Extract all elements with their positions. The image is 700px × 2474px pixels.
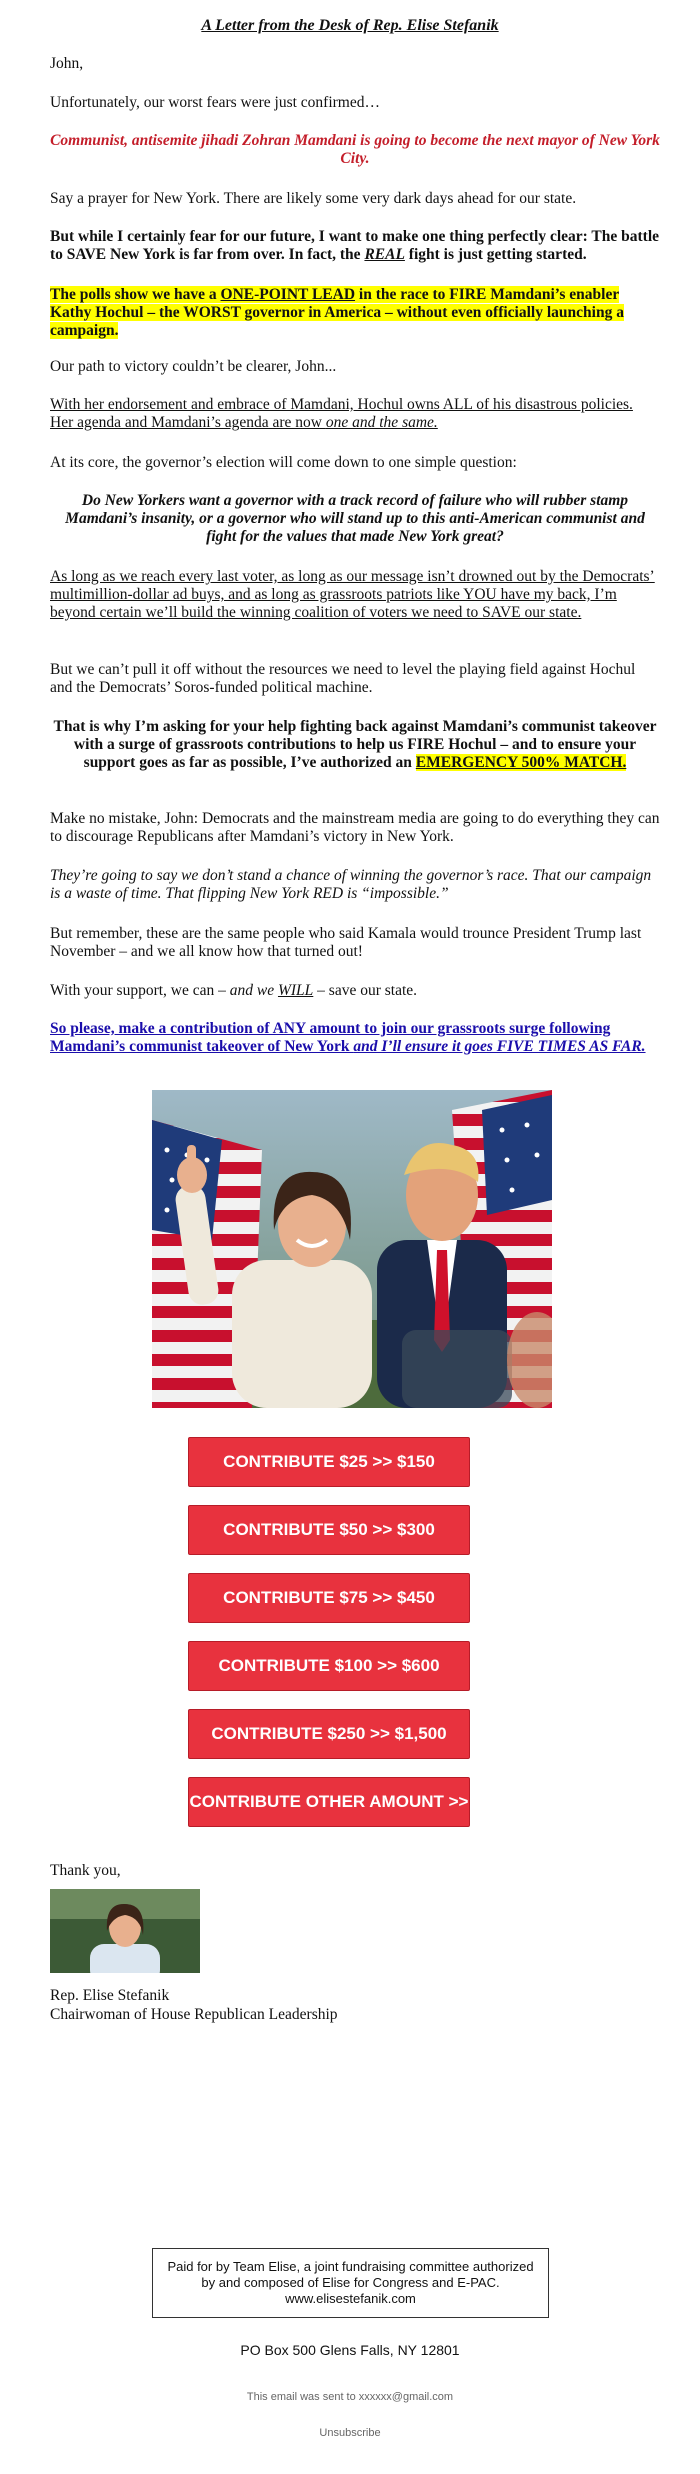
voters-paragraph: As long as we reach every last voter, as long as our message isn’t drowned out by the Democrats’ multimillion-dollar ad buys, and as long as grassroots patriots like YOU have my back, I’m beyond certain we’ll build the winning coalition of voters we need to SAVE our state.: [50, 568, 655, 621]
path-paragraph: Our path to victory couldn’t be clearer, John...: [50, 358, 337, 375]
support-paragraph: With your support, we can – and we WILL – save our state.: [50, 982, 418, 999]
kamala-paragraph: But remember, these are the same people who said Kamala would trounce President Trump last November – and we all know how that turned out!: [50, 925, 642, 960]
unsubscribe-link[interactable]: Unsubscribe: [319, 2427, 381, 2439]
sent-to-notice: This email was sent to xxxxxx@gmail.com: [246, 2391, 454, 2403]
page-title: A Letter from the Desk of Rep. Elise Stefanik: [201, 17, 499, 34]
polls-paragraph: The polls show we have a ONE-POINT LEAD in the race to FIRE Mamdani’s enabler Kathy Hochul – the WORST governor in America – without even officially launching a campaign.: [50, 286, 624, 339]
thank-you: Thank you,: [50, 1862, 121, 1879]
battle-paragraph: But while I certainly fear for our future, I want to make one thing perfectly clear: The battle to SAVE New York is far from over. In fact, the REAL fight is just getting started.: [50, 228, 660, 263]
key-question: Do New Yorkers want a governor with a track record of failure who will rubber stamp Mamdani’s insanity, or a governor who will stand up to this anti-American communist and fight for the values that made New York great?: [65, 492, 645, 545]
discourage-paragraph: They’re going to say we don’t stand a chance of winning the governor’s race. That our campaign is a waste of time. That flipping New York RED is “impossible.”: [50, 867, 652, 902]
stefanik-trump-photo: [152, 1090, 552, 1408]
contribute-25-button[interactable]: CONTRIBUTE $25 >> $150: [188, 1437, 470, 1487]
contribute-100-button[interactable]: CONTRIBUTE $100 >> $600: [188, 1641, 470, 1691]
resources-paragraph: But we can’t pull it off without the resources we need to level the playing field against Hochul and the Democrats’ Soros-funded political machine.: [50, 661, 636, 696]
signer-role: Chairwoman of House Republican Leadership: [50, 2006, 338, 2023]
question-intro: At its core, the governor’s election will come down to one simple question:: [50, 454, 517, 471]
paid-for-disclaimer: Paid for by Team Elise, a joint fundraising committee authorized by and composed of Elise for Congress and E-PAC. www.elisestefanik.com: [152, 2248, 549, 2318]
intro-paragraph: Unfortunately, our worst fears were just confirmed…: [50, 94, 380, 111]
mailing-address: PO Box 500 Glens Falls, NY 12801: [240, 2342, 460, 2358]
cta-link[interactable]: So please, make a contribution of ANY amount to join our grassroots surge following Mamdani’s communist takeover of New York and I’ll ensure it goes FIVE TIMES AS FAR.: [50, 1020, 646, 1055]
red-headline: Communist, antisemite jihadi Zohran Mamdani is going to become the next mayor of New York City.: [50, 132, 660, 167]
signature-photo: [50, 1889, 200, 1973]
headshot-illustration: [50, 1889, 200, 1973]
contribute-other-button[interactable]: CONTRIBUTE OTHER AMOUNT >>: [188, 1777, 470, 1827]
match-paragraph: That is why I’m asking for your help fighting back against Mamdani’s communist takeover with a surge of grassroots contributions to help us FIRE Hochul – and to ensure your support goes as far as possible, I’ve authorized an EMERGENCY 500% MATCH.: [53, 718, 657, 771]
contribute-250-button[interactable]: CONTRIBUTE $250 >> $1,500: [188, 1709, 470, 1759]
prayer-paragraph: Say a prayer for New York. There are likely some very dark days ahead for our state.: [50, 190, 577, 207]
photo-illustration: [152, 1090, 552, 1408]
greeting: John,: [50, 55, 84, 72]
media-paragraph: Make no mistake, John: Democrats and the mainstream media are going to do everything they can to discourage Republicans after Mamdani’s victory in New York.: [50, 810, 660, 845]
endorsement-paragraph: With her endorsement and embrace of Mamdani, Hochul owns ALL of his disastrous policies. Her agenda and Mamdani’s agenda are now one and the same.: [50, 396, 633, 431]
contribute-50-button[interactable]: CONTRIBUTE $50 >> $300: [188, 1505, 470, 1555]
cta-paragraph: [50, 1020, 660, 1056]
recipient-email: xxxxxx@gmail.com: [358, 2391, 454, 2403]
signer-name: Rep. Elise Stefanik: [50, 1987, 170, 2004]
contribute-75-button[interactable]: CONTRIBUTE $75 >> $450: [188, 1573, 470, 1623]
